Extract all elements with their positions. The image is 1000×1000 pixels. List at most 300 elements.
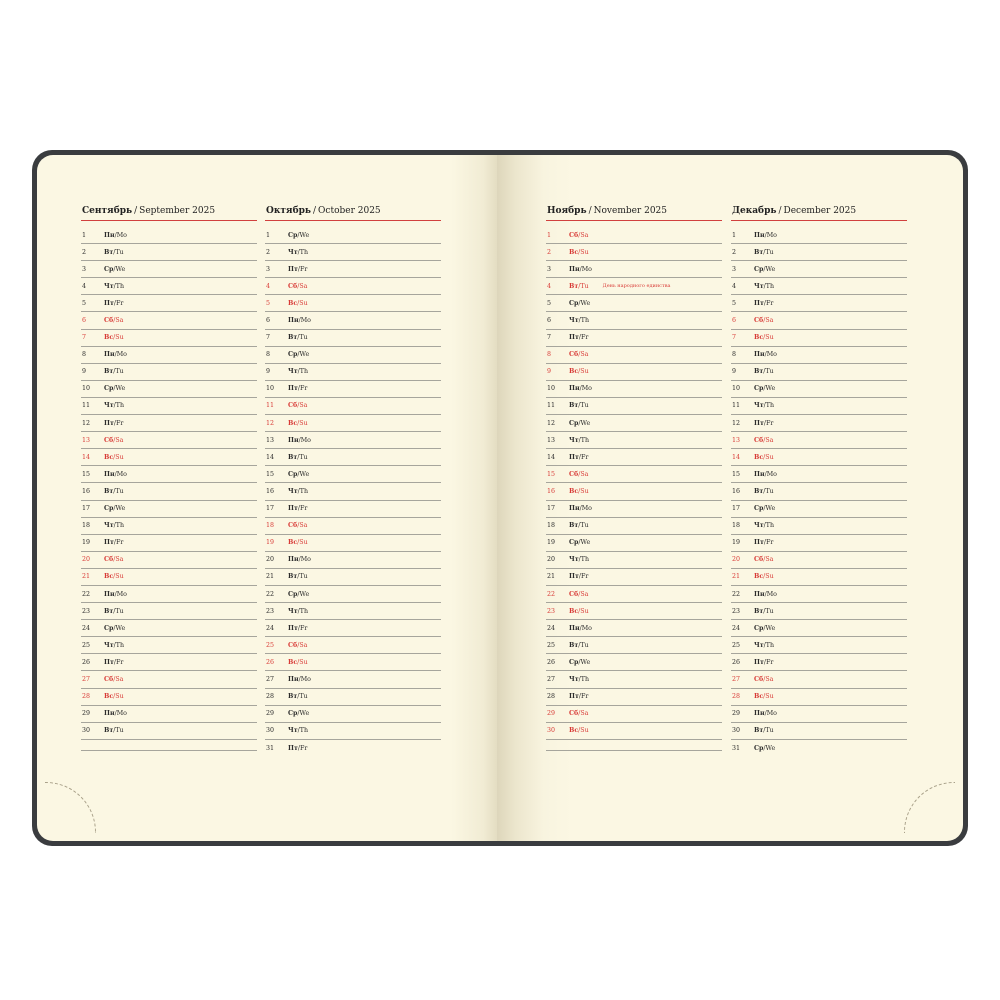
day-number: 17: [732, 505, 741, 513]
day-row: [546, 552, 722, 569]
weekday-ru: Сб: [754, 675, 764, 683]
weekday: Вт/Tu: [288, 573, 308, 581]
month-header: Декабрь / December 2025: [731, 206, 907, 221]
weekday-en: Su: [299, 419, 308, 427]
weekday: Ср/We: [104, 624, 126, 632]
day-number: 3: [547, 265, 552, 273]
weekday-ru: Пн: [754, 470, 765, 478]
weekday: Пт/Fr: [569, 693, 589, 701]
day-number: 12: [82, 419, 91, 427]
day-number: 25: [547, 641, 556, 649]
weekday: Сб/Sa: [288, 402, 308, 410]
weekday: Чт/Th: [754, 522, 775, 530]
day-number: 24: [266, 624, 275, 632]
weekday: Вс/Su: [104, 334, 124, 342]
day-row: [731, 637, 907, 654]
corner-pocket-left: [45, 782, 96, 833]
weekday: Вс/Su: [288, 419, 308, 427]
weekday-ru: Сб: [569, 470, 579, 478]
weekday-en: Fr: [299, 505, 308, 513]
day-row: [81, 278, 257, 295]
weekday-ru: Пн: [104, 470, 115, 478]
day-row: [265, 552, 441, 569]
day-row: [546, 569, 722, 586]
day-row: [265, 381, 441, 398]
weekday-en: Fr: [580, 334, 589, 342]
weekday-ru: Чт: [754, 641, 764, 649]
day-number: 8: [266, 351, 271, 359]
weekday-ru: Ср: [104, 624, 114, 632]
day-row: [731, 381, 907, 398]
weekday-en: Su: [580, 248, 589, 256]
day-row: [731, 295, 907, 312]
day-row: [265, 569, 441, 586]
weekday-en: Tu: [299, 693, 308, 701]
weekday-ru: Вт: [754, 727, 764, 735]
day-row: [81, 518, 257, 535]
weekday-en: We: [299, 590, 310, 598]
day-number: 19: [732, 539, 741, 547]
day-row: [265, 501, 441, 518]
weekday: Сб/Sa: [754, 556, 774, 564]
day-row: [731, 312, 907, 329]
weekday-en: Mo: [766, 351, 777, 359]
day-row: [265, 671, 441, 688]
day-number: 25: [82, 641, 91, 649]
day-number: 9: [547, 368, 552, 376]
day-row: [546, 483, 722, 500]
weekday-en: Tu: [580, 282, 589, 290]
weekday: Пт/Fr: [104, 658, 124, 666]
weekday-en: Mo: [116, 590, 127, 598]
day-number: 23: [732, 607, 741, 615]
weekday-ru: Пн: [288, 675, 299, 683]
day-number: 19: [82, 539, 91, 547]
day-number: 1: [266, 231, 271, 239]
day-number: 10: [547, 385, 556, 393]
weekday-en: Sa: [115, 675, 124, 683]
day-number: 11: [82, 402, 91, 410]
weekday: Сб/Sa: [104, 436, 124, 444]
weekday-en: Su: [299, 539, 308, 547]
weekday-en: Sa: [580, 710, 589, 718]
weekday: Вс/Su: [569, 368, 589, 376]
weekday-en: Su: [115, 334, 124, 342]
weekday: Ср/We: [569, 419, 591, 427]
weekday-ru: Вс: [569, 487, 579, 495]
month-december: [731, 206, 907, 757]
weekday: Пн/Mo: [104, 231, 127, 239]
weekday-ru: Пт: [288, 744, 298, 752]
weekday: Сб/Sa: [569, 231, 589, 239]
weekday-en: Mo: [766, 710, 777, 718]
day-number: 26: [732, 658, 741, 666]
day-row: [81, 415, 257, 432]
weekday: Сб/Sa: [569, 470, 589, 478]
weekday-en: We: [765, 624, 776, 632]
blank-rule: [81, 750, 257, 751]
weekday-en: Fr: [299, 744, 308, 752]
weekday-en: Th: [299, 368, 309, 376]
weekday-en: Su: [580, 368, 589, 376]
day-row: [546, 620, 722, 637]
day-number: 13: [547, 436, 556, 444]
weekday-en: Sa: [765, 675, 774, 683]
weekday: Вс/Su: [104, 573, 124, 581]
weekday: Пн/Mo: [104, 590, 127, 598]
weekday: Пн/Mo: [288, 436, 311, 444]
weekday-ru: Вт: [288, 693, 298, 701]
day-number: 14: [82, 453, 91, 461]
weekday-ru: Сб: [288, 522, 298, 530]
weekday: Пн/Mo: [104, 710, 127, 718]
day-row: [731, 689, 907, 706]
weekday: Пт/Fr: [104, 539, 124, 547]
day-number: 22: [732, 590, 741, 598]
day-number: 15: [547, 470, 556, 478]
day-number: 21: [266, 573, 275, 581]
month-title-en: September 2025: [139, 206, 216, 216]
weekday: Пт/Fr: [288, 744, 308, 752]
weekday: Вс/Su: [754, 693, 774, 701]
day-number: 7: [547, 334, 552, 342]
day-number: 21: [732, 573, 741, 581]
weekday-ru: Пн: [569, 624, 580, 632]
weekday: Вт/Tu: [288, 693, 308, 701]
weekday: Ср/We: [288, 470, 310, 478]
day-number: 2: [82, 248, 87, 256]
weekday-en: We: [115, 385, 126, 393]
day-row: [546, 227, 722, 244]
day-number: 4: [82, 282, 87, 290]
day-list: [265, 221, 441, 757]
day-number: 29: [547, 710, 556, 718]
weekday: Сб/Sa: [754, 675, 774, 683]
weekday-ru: Вт: [754, 248, 764, 256]
weekday: Чт/Th: [104, 522, 125, 530]
weekday: Ср/We: [754, 385, 776, 393]
weekday-en: Tu: [580, 522, 589, 530]
weekday: Сб/Sa: [288, 522, 308, 530]
weekday-en: Tu: [115, 487, 124, 495]
weekday-ru: Чт: [288, 248, 298, 256]
day-row: [546, 723, 722, 740]
weekday-en: Tu: [765, 727, 774, 735]
day-number: 26: [82, 658, 91, 666]
day-number: 21: [547, 573, 556, 581]
weekday-ru: Вт: [104, 727, 114, 735]
weekday-ru: Пт: [569, 693, 579, 701]
weekday-en: Tu: [765, 607, 774, 615]
weekday: Ср/We: [288, 351, 310, 359]
weekday: Вт/Tu: [104, 487, 124, 495]
weekday-ru: Вт: [754, 368, 764, 376]
weekday: Ср/We: [288, 710, 310, 718]
weekday: Пн/Mo: [569, 624, 592, 632]
month-header: Октябрь / October 2025: [265, 206, 441, 221]
day-row: [546, 398, 722, 415]
day-row: [81, 654, 257, 671]
blank-rule: [546, 750, 722, 751]
day-number: 22: [547, 590, 556, 598]
weekday-en: Fr: [765, 419, 774, 427]
day-row: [265, 740, 441, 757]
weekday: Ср/We: [569, 299, 591, 307]
weekday: Пт/Fr: [569, 573, 589, 581]
day-number: 7: [732, 334, 737, 342]
weekday-ru: Пн: [754, 590, 765, 598]
weekday-ru: Пн: [569, 505, 580, 513]
day-row: [731, 740, 907, 757]
day-row: [265, 312, 441, 329]
day-number: 25: [732, 641, 741, 649]
weekday: Ср/We: [569, 539, 591, 547]
weekday-ru: Вс: [288, 539, 298, 547]
weekday: Пн/Mo: [569, 505, 592, 513]
weekday: Чт/Th: [288, 607, 309, 615]
weekday-en: Th: [580, 675, 590, 683]
day-row: [265, 295, 441, 312]
holiday-note: День народного единства: [602, 283, 671, 290]
day-number: 29: [732, 710, 741, 718]
day-number: 17: [547, 505, 556, 513]
day-row: [265, 347, 441, 364]
day-row: [81, 603, 257, 620]
day-list: [546, 221, 722, 751]
weekday: Чт/Th: [288, 248, 309, 256]
day-row: [265, 723, 441, 740]
weekday-ru: Чт: [754, 282, 764, 290]
month-title-ru: Сентябрь: [82, 206, 133, 216]
day-number: 6: [732, 317, 737, 325]
day-row: [265, 518, 441, 535]
weekday-en: Sa: [115, 317, 124, 325]
day-row: [546, 261, 722, 278]
day-number: 22: [82, 590, 91, 598]
weekday-en: Th: [299, 727, 309, 735]
weekday-ru: Чт: [754, 402, 764, 410]
day-row: [546, 278, 722, 295]
weekday-en: Mo: [300, 436, 311, 444]
day-row: [81, 261, 257, 278]
weekday-en: Su: [580, 487, 589, 495]
day-row: [731, 415, 907, 432]
day-row: [731, 466, 907, 483]
day-number: 13: [266, 436, 275, 444]
day-number: 12: [547, 419, 556, 427]
day-row: [731, 330, 907, 347]
day-row: [731, 603, 907, 620]
day-number: 30: [547, 727, 556, 735]
day-number: 8: [732, 351, 737, 359]
weekday-en: Su: [115, 453, 124, 461]
day-number: 26: [266, 658, 275, 666]
day-number: 19: [266, 539, 275, 547]
weekday-ru: Чт: [104, 641, 114, 649]
day-number: 2: [547, 248, 552, 256]
weekday-ru: Вт: [288, 453, 298, 461]
day-row: [731, 227, 907, 244]
day-number: 9: [82, 368, 87, 376]
day-number: 28: [82, 693, 91, 701]
day-row: [731, 552, 907, 569]
day-row: [81, 689, 257, 706]
day-number: 23: [547, 607, 556, 615]
weekday-en: Mo: [116, 231, 127, 239]
weekday: Чт/Th: [288, 368, 309, 376]
day-row: [731, 364, 907, 381]
weekday: Сб/Sa: [288, 282, 308, 290]
weekday-ru: Вс: [754, 334, 764, 342]
weekday-en: Mo: [581, 624, 592, 632]
weekday-ru: Сб: [569, 710, 579, 718]
weekday: Пт/Fr: [288, 265, 308, 273]
day-row: [731, 449, 907, 466]
day-number: 21: [82, 573, 91, 581]
weekday: Пт/Fr: [569, 334, 589, 342]
day-row: [546, 706, 722, 723]
weekday-ru: Ср: [288, 351, 298, 359]
weekday-ru: Вт: [104, 248, 114, 256]
weekday-ru: Чт: [288, 727, 298, 735]
weekday: Вс/Su: [569, 727, 589, 735]
weekday-en: Su: [580, 727, 589, 735]
day-number: 4: [732, 282, 737, 290]
weekday: Сб/Sa: [569, 590, 589, 598]
day-row: [265, 261, 441, 278]
weekday-ru: Ср: [288, 590, 298, 598]
day-number: 4: [547, 282, 552, 290]
weekday-en: Th: [115, 641, 125, 649]
day-number: 1: [732, 231, 737, 239]
weekday-ru: Пн: [569, 265, 580, 273]
day-row: [731, 347, 907, 364]
weekday-ru: Чт: [288, 368, 298, 376]
weekday-en: Su: [115, 573, 124, 581]
weekday: Сб/Sa: [104, 675, 124, 683]
weekday-ru: Вт: [288, 573, 298, 581]
weekday: Пн/Mo: [569, 265, 592, 273]
weekday-ru: Вс: [104, 693, 114, 701]
weekday: Сб/Sa: [754, 317, 774, 325]
weekday-ru: Ср: [754, 265, 764, 273]
weekday: Пт/Fr: [754, 299, 774, 307]
weekday-en: We: [115, 265, 126, 273]
weekday-en: Su: [115, 693, 124, 701]
weekday-ru: Вт: [104, 607, 114, 615]
day-number: 23: [266, 607, 275, 615]
month-october: [265, 206, 441, 757]
day-number: 13: [82, 436, 91, 444]
weekday: Вт/Tu: [104, 727, 124, 735]
weekday-en: Mo: [766, 470, 777, 478]
weekday: Пт/Fr: [754, 658, 774, 666]
day-number: 31: [266, 744, 275, 752]
weekday-ru: Пт: [288, 624, 298, 632]
weekday: Сб/Sa: [104, 556, 124, 564]
weekday-ru: Сб: [288, 641, 298, 649]
weekday: Чт/Th: [104, 641, 125, 649]
weekday: Вс/Su: [754, 453, 774, 461]
weekday-ru: Вт: [569, 402, 579, 410]
day-row: [81, 398, 257, 415]
weekday: Пн/Mo: [754, 590, 777, 598]
weekday-ru: Вс: [104, 453, 114, 461]
day-number: 30: [732, 727, 741, 735]
weekday-en: Su: [580, 607, 589, 615]
day-row: [81, 586, 257, 603]
day-row: [731, 501, 907, 518]
weekday-ru: Вт: [569, 282, 579, 290]
weekday: Вт/Tu: [104, 248, 124, 256]
weekday: Вс/Su: [104, 453, 124, 461]
weekday: Пн/Mo: [288, 317, 311, 325]
weekday: Вс/Su: [569, 607, 589, 615]
weekday-ru: Сб: [288, 282, 298, 290]
day-row: [731, 398, 907, 415]
weekday-en: We: [765, 265, 776, 273]
weekday-ru: Вс: [569, 248, 579, 256]
weekday-en: Th: [115, 282, 125, 290]
weekday-en: Th: [765, 641, 775, 649]
weekday: Чт/Th: [754, 402, 775, 410]
weekday-ru: Пт: [104, 299, 114, 307]
day-row: [731, 518, 907, 535]
day-number: 28: [266, 693, 275, 701]
weekday-en: Fr: [580, 453, 589, 461]
weekday-ru: Вт: [288, 334, 298, 342]
day-number: 17: [266, 505, 275, 513]
weekday-ru: Пт: [754, 539, 764, 547]
day-number: 3: [732, 265, 737, 273]
weekday: Вс/Su: [569, 248, 589, 256]
weekday-ru: Чт: [569, 317, 579, 325]
weekday-ru: Чт: [569, 675, 579, 683]
day-number: 23: [82, 607, 91, 615]
day-row: [731, 244, 907, 261]
day-number: 27: [82, 675, 91, 683]
month-title-ru: Октябрь: [266, 206, 311, 216]
weekday-en: We: [580, 539, 591, 547]
weekday-ru: Пт: [569, 453, 579, 461]
weekday-en: Mo: [581, 265, 592, 273]
month-title-en: December 2025: [783, 206, 857, 216]
day-row: [265, 432, 441, 449]
weekday-ru: Пн: [104, 590, 115, 598]
day-number: 18: [547, 522, 556, 530]
day-row: [731, 671, 907, 688]
weekday-ru: Вт: [569, 522, 579, 530]
day-row: [546, 364, 722, 381]
weekday: Сб/Sa: [104, 317, 124, 325]
day-number: 9: [266, 368, 271, 376]
weekday: Вт/Tu: [754, 727, 774, 735]
day-number: 27: [732, 675, 741, 683]
weekday-ru: Чт: [754, 522, 764, 530]
day-number: 16: [266, 487, 275, 495]
day-number: 9: [732, 368, 737, 376]
weekday-en: Tu: [115, 248, 124, 256]
weekday-en: Tu: [580, 641, 589, 649]
weekday-en: Mo: [300, 317, 311, 325]
day-row: [546, 586, 722, 603]
weekday-en: Mo: [300, 675, 311, 683]
day-row: [731, 620, 907, 637]
day-number: 28: [732, 693, 741, 701]
day-row: [265, 706, 441, 723]
weekday-ru: Вс: [288, 419, 298, 427]
weekday-en: We: [299, 710, 310, 718]
